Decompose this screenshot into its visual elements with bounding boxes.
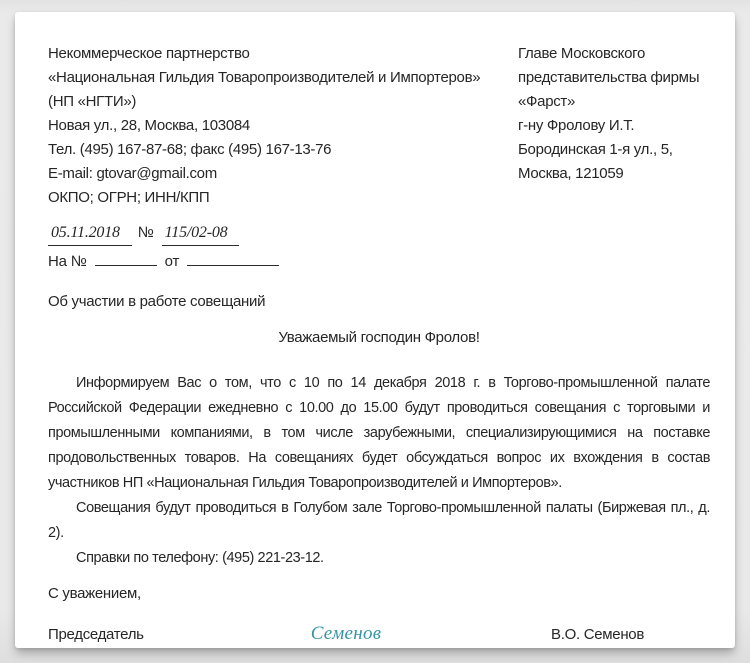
recipient-city: Москва, 121059 [518, 165, 624, 182]
sender-address: Новая ул., 28, Москва, 103084 [48, 117, 250, 134]
recipient-line: «Фарст» [518, 93, 576, 110]
body-paragraph: Информируем Вас о том, что с 10 по 14 декабря 2018 г. в Торгово-промышленной палате Российской Федерации ежедневно с 10.00 до 15.00 будут проводиться совещания с торговыми и промышленными компаниями, в том числе зарубежными, специализирующимися на поставке продовольственных товаров. На совещаниях будет обсуждаться вопрос их вхождения в состав участников НП «Национальная Гильдия Товаропроизводителей и Импортеров». [48, 375, 710, 491]
signatory-name: В.О. Семенов [551, 626, 645, 643]
reply-from-label: от [164, 253, 180, 270]
sender-email: E-mail: gtovar@gmail.com [48, 165, 217, 182]
body-paragraph: Совещания будут проводиться в Голубом зале Торгово-промышленной палаты (Биржевая пл., д. 2). [48, 500, 710, 541]
recipient-line: представительства фирмы [518, 69, 700, 86]
sender-phone: Тел. (495) 167-87-68; факс (495) 167-13-76 [48, 141, 332, 158]
recipient-block [518, 42, 699, 186]
letter-number: 115/02-08 [162, 222, 240, 246]
reply-date-blank [187, 250, 279, 266]
sender-codes: ОКПО; ОГРН; ИНН/КПП [48, 189, 210, 206]
subject-line: Об участии в работе совещаний [48, 293, 266, 310]
valediction: С уважением, [48, 585, 141, 602]
sender-line: Некоммерческое партнерство [48, 45, 250, 62]
sender-line: (НП «НГТИ») [48, 93, 137, 110]
letterhead [48, 42, 710, 210]
letter-date: 05.11.2018 [48, 222, 132, 246]
greeting: Уважаемый господин Фролов! [278, 329, 480, 346]
letter-body [48, 371, 710, 571]
handwritten-signature: Семенов [310, 623, 382, 644]
recipient-address: Бородинская 1-я ул., 5, [518, 141, 673, 158]
sender-line: «Национальная Гильдия Товаропроизводителей и Импортеров» [48, 69, 481, 86]
reference-block [48, 222, 710, 273]
reply-number-blank [95, 250, 157, 266]
body-paragraph: Справки по телефону: (495) 221-23-12. [76, 550, 324, 566]
recipient-line: Главе Московского [518, 45, 646, 62]
reference-line-incoming [48, 250, 710, 273]
sender-block [48, 42, 480, 210]
position-title: Председатель [48, 626, 144, 643]
reply-to-label: На № [48, 253, 87, 270]
recipient-name: г-ну Фролову И.Т. [518, 117, 635, 134]
number-sign: № [137, 224, 154, 241]
letter-document [15, 12, 735, 648]
signature-row [48, 623, 710, 645]
reference-line-outgoing [48, 222, 710, 246]
